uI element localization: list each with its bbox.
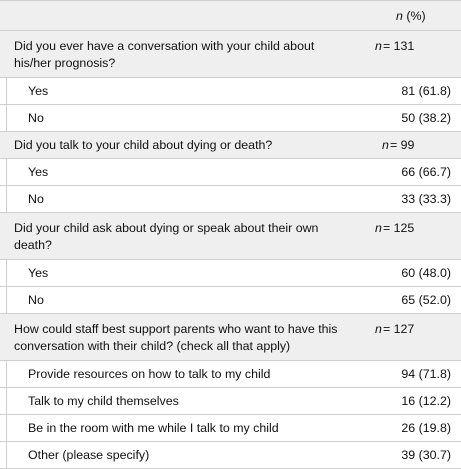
option-value: 39 (30.7) <box>401 448 451 462</box>
option-value: 81 (61.8) <box>401 84 451 98</box>
option-value: 50 (38.2) <box>401 111 451 125</box>
option-value: 26 (19.8) <box>401 421 451 435</box>
option-label: No <box>28 192 44 206</box>
option-row <box>0 415 461 442</box>
question-n: n = 99 <box>382 138 415 152</box>
option-value: 66 (66.7) <box>401 165 451 179</box>
option-label: Yes <box>28 266 49 280</box>
option-label: No <box>28 111 44 125</box>
option-label: Other (please specify) <box>28 448 150 462</box>
option-label: Yes <box>28 165 49 179</box>
question-text: Did your child ask about dying or speak about their own death? <box>14 221 319 252</box>
question-text: How could staff best support parents who want to have this conversation with their child? (check all that apply) <box>14 322 338 353</box>
option-value: 60 (48.0) <box>401 266 451 280</box>
option-label: Talk to my child themselves <box>28 394 179 408</box>
option-value: 65 (52.0) <box>401 293 451 307</box>
option-value: 33 (33.3) <box>401 192 451 206</box>
option-row <box>0 260 461 287</box>
option-label: Be in the room with me while I talk to my child <box>28 421 279 435</box>
column-header-n-percent: n (%) <box>396 9 426 23</box>
question-row <box>0 132 461 159</box>
question-n: n = 127 <box>375 322 415 336</box>
question-n: n = 125 <box>375 221 415 235</box>
question-n: n = 131 <box>375 39 415 53</box>
question-text: Did you ever have a conversation with your child about his/her prognosis? <box>14 39 315 70</box>
option-row <box>0 287 461 314</box>
option-row <box>0 159 461 186</box>
option-value: 94 (71.8) <box>401 367 451 381</box>
option-value: 16 (12.2) <box>401 394 451 408</box>
option-label: Yes <box>28 84 49 98</box>
question-row <box>0 213 461 260</box>
option-row <box>0 442 461 469</box>
table-header <box>0 0 461 31</box>
question-row <box>0 31 461 78</box>
question-text: Did you talk to your child about dying or death? <box>14 138 273 152</box>
option-row <box>0 105 461 132</box>
option-row <box>0 361 461 388</box>
question-row <box>0 314 461 361</box>
option-row <box>0 78 461 105</box>
option-label: No <box>28 293 44 307</box>
option-row <box>0 186 461 213</box>
option-label: Provide resources on how to talk to my child <box>28 367 271 381</box>
option-row <box>0 388 461 415</box>
